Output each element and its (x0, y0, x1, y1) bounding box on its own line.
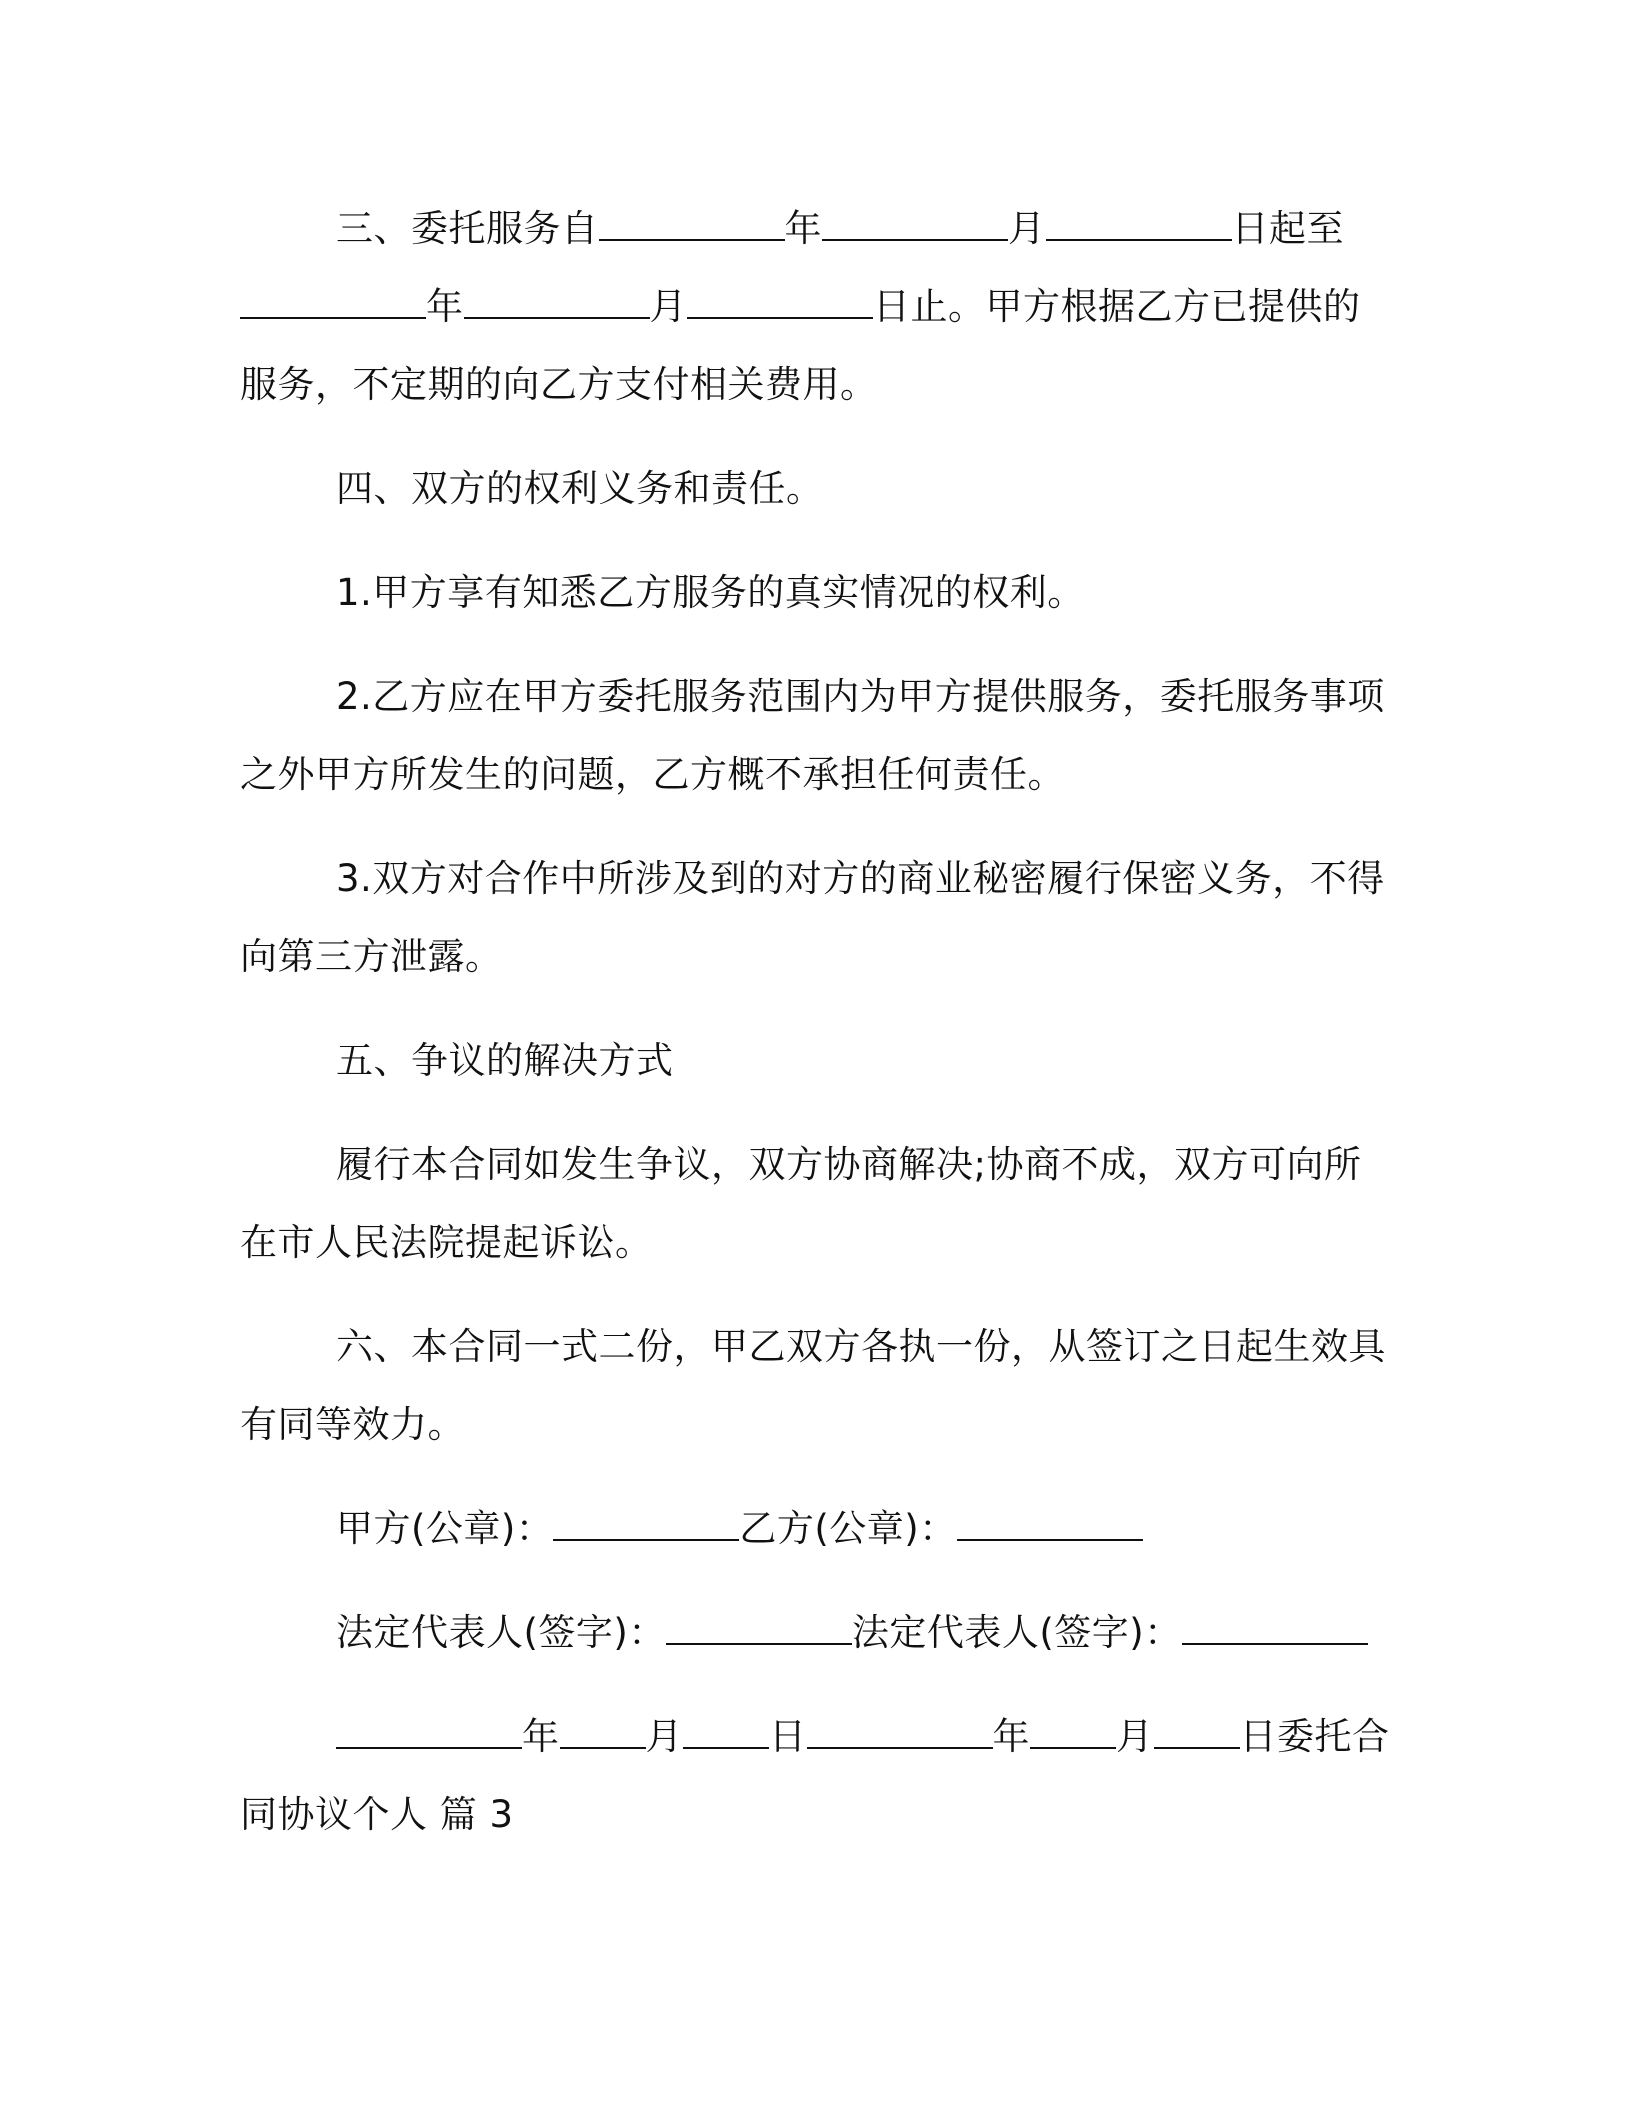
month-label: 月 (645, 1715, 683, 1758)
clause-3-text-end: 日止。甲方根据乙方已提供的服务，不定期的向乙方支付相关费用。 (240, 285, 1361, 406)
clause-3-text-start: 三、委托服务自 (336, 207, 599, 250)
party-a-seal-label: 甲方(公章)： (336, 1507, 554, 1550)
year-label: 年 (426, 285, 464, 328)
representative-line (240, 1594, 1390, 1672)
party-b-day-blank[interactable] (1154, 1717, 1240, 1749)
date-line-tail-text: 日委托合同协议个人 篇 3 (240, 1715, 1390, 1836)
blank-start-month[interactable] (822, 209, 1008, 241)
contract-page (240, 190, 1390, 1854)
party-a-rep-label: 法定代表人(签字)： (336, 1611, 666, 1654)
seal-line (240, 1490, 1390, 1568)
blank-end-year[interactable] (240, 287, 426, 319)
blank-start-day[interactable] (1046, 209, 1232, 241)
clause-4-item-3: 3.双方对合作中所涉及到的对方的商业秘密履行保密义务，不得向第三方泄露。 (240, 857, 1385, 978)
date-line (240, 1698, 1390, 1854)
month-label: 月 (1116, 1715, 1154, 1758)
party-b-rep-label: 法定代表人(签字)： (851, 1611, 1182, 1654)
party-b-month-blank[interactable] (1030, 1717, 1116, 1749)
clause-4-heading: 四、双方的权利义务和责任。 (336, 467, 824, 510)
year-label: 年 (992, 1715, 1030, 1758)
party-b-year-blank[interactable] (807, 1717, 993, 1749)
party-b-seal-label: 乙方(公章)： (739, 1507, 957, 1550)
day-label: 日 (769, 1715, 807, 1758)
clause-6-paragraph: 六、本合同一式二份，甲乙双方各执一份，从签订之日起生效具有同等效力。 (240, 1325, 1386, 1446)
blank-start-year[interactable] (599, 209, 785, 241)
month-label: 月 (649, 285, 687, 328)
month-label: 月 (1008, 207, 1046, 250)
blank-end-month[interactable] (464, 287, 650, 319)
blank-end-day[interactable] (687, 287, 873, 319)
clause-4-item-1: 1.甲方享有知悉乙方服务的真实情况的权利。 (336, 571, 1085, 614)
clause-5-body: 履行本合同如发生争议，双方协商解决;协商不成，双方可向所在市人民法院提起诉讼。 (240, 1143, 1362, 1264)
party-b-seal-blank[interactable] (957, 1509, 1143, 1541)
year-label: 年 (784, 207, 822, 250)
party-a-seal-blank[interactable] (553, 1509, 739, 1541)
clause-5-heading: 五、争议的解决方式 (336, 1039, 674, 1082)
clause-3-paragraph (240, 190, 1390, 424)
party-a-rep-blank[interactable] (666, 1613, 852, 1645)
clause-4-item-2: 2.乙方应在甲方委托服务范围内为甲方提供服务，委托服务事项之外甲方所发生的问题，乙方概不承担任何责任。 (240, 675, 1385, 796)
party-b-rep-blank[interactable] (1182, 1613, 1368, 1645)
party-a-day-blank[interactable] (683, 1717, 769, 1749)
party-a-month-blank[interactable] (560, 1717, 646, 1749)
year-label: 年 (522, 1715, 560, 1758)
day-label: 日起至 (1231, 207, 1344, 250)
party-a-year-blank[interactable] (336, 1717, 522, 1749)
